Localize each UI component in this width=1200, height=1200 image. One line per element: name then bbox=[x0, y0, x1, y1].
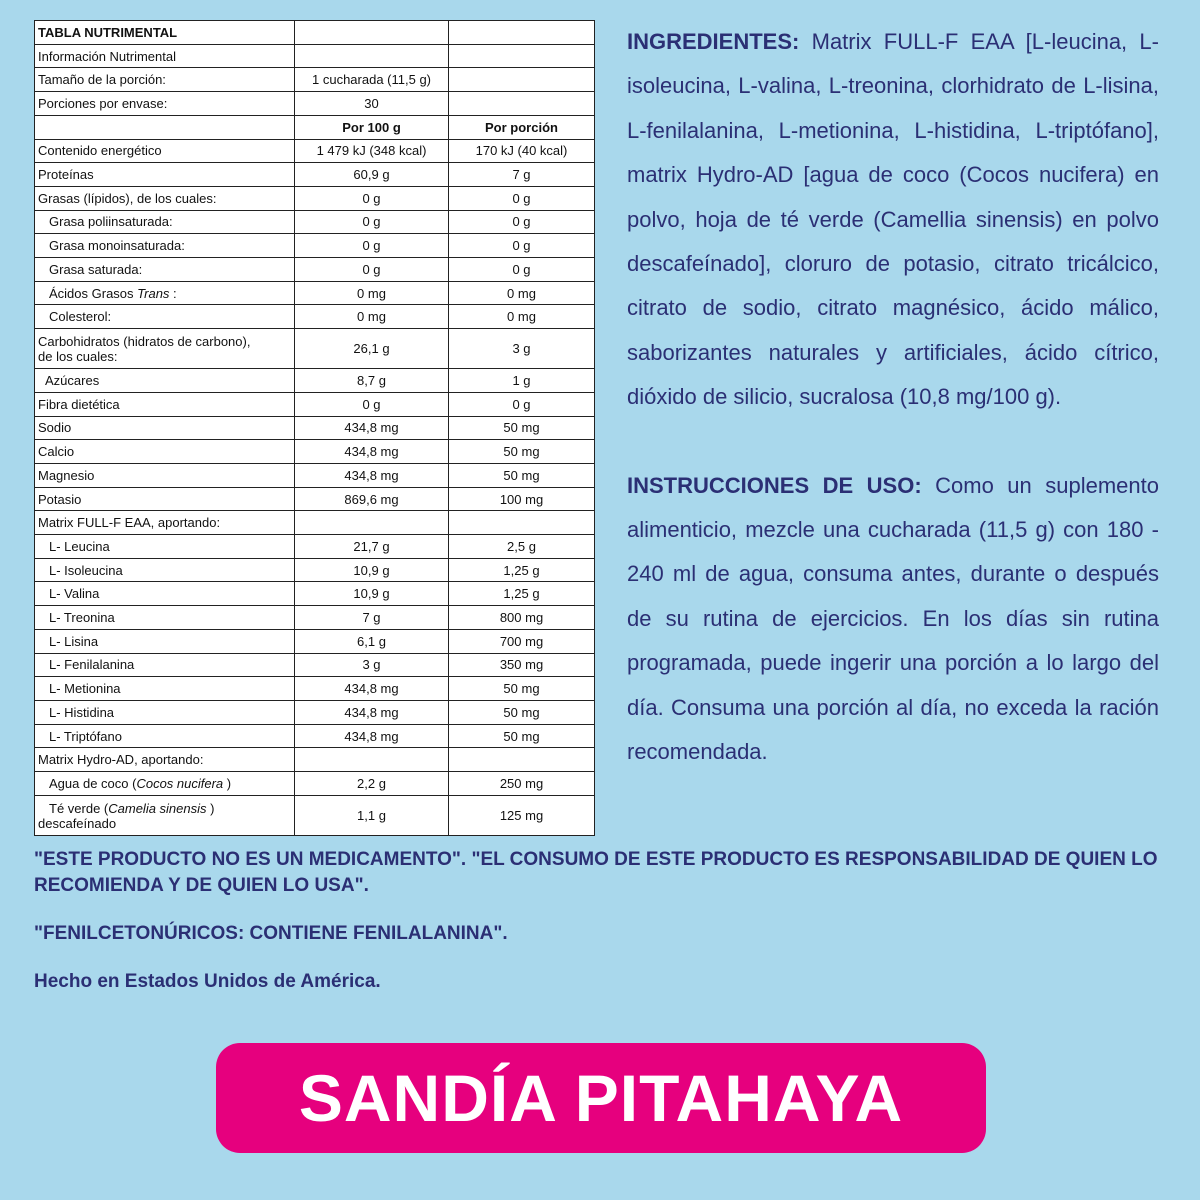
per100-value: 6,1 g bbox=[295, 629, 449, 653]
label-text: ) bbox=[223, 776, 232, 792]
per100-value: 434,8 mg bbox=[295, 700, 449, 724]
table-row bbox=[35, 329, 595, 369]
info-column bbox=[627, 20, 1159, 775]
table-row bbox=[35, 416, 595, 440]
per100-value: 0 mg bbox=[295, 305, 449, 329]
table-row bbox=[35, 369, 595, 393]
label-text: Té verde ( bbox=[49, 800, 109, 816]
instructions-text: Como un suplemento alimenticio, mezcle una cucharada (11,5 g) con 180 - 240 ml de agua, consuma antes, durante o después de su rutina de ejercicios. En los días sin rutina programada, puede ingerir una porción a lo largo del día. Consuma una porción al día, no exceda la ración recomendada. bbox=[627, 472, 1159, 765]
nutrient-label: L- Triptófano bbox=[35, 724, 295, 748]
nutrient-label bbox=[35, 796, 295, 836]
ingredients-paragraph bbox=[627, 20, 1159, 420]
nutrient-label: Calcio bbox=[35, 440, 295, 464]
table-subtitle: Información Nutrimental bbox=[35, 44, 295, 68]
phenylketonuric-warning: "FENILCETONÚRICOS: CONTIENE FENILALANINA". bbox=[34, 923, 508, 944]
col-header-per100: Por 100 g bbox=[295, 115, 449, 139]
nutrient-label: Grasas (lípidos), de los cuales: bbox=[35, 186, 295, 210]
per100-value: 0 g bbox=[295, 392, 449, 416]
table-row bbox=[35, 463, 595, 487]
serving-value: 2,5 g bbox=[449, 535, 595, 559]
serving-value: 0 g bbox=[449, 210, 595, 234]
table-row bbox=[35, 440, 595, 464]
table-row bbox=[35, 234, 595, 258]
per100-value: 60,9 g bbox=[295, 163, 449, 187]
per100-value: 26,1 g bbox=[295, 329, 449, 369]
label-line2: descafeínado bbox=[38, 815, 117, 831]
nutrient-label: Magnesio bbox=[35, 463, 295, 487]
table-row bbox=[35, 258, 595, 282]
servings-label: Porciones por envase: bbox=[35, 92, 295, 116]
per100-value: 434,8 mg bbox=[295, 677, 449, 701]
nutrient-label: L- Fenilalanina bbox=[35, 653, 295, 677]
label-italic: Cocos nucifera bbox=[136, 776, 224, 792]
serving-value: 50 mg bbox=[449, 463, 595, 487]
serving-value: 50 mg bbox=[449, 677, 595, 701]
serving-value: 1 g bbox=[449, 369, 595, 393]
nutrient-label: L- Valina bbox=[35, 582, 295, 606]
serving-value: 800 mg bbox=[449, 606, 595, 630]
origin-statement: Hecho en Estados Unidos de América. bbox=[34, 971, 381, 992]
ingredients-text: Matrix FULL-F EAA [L-leucina, L-isoleucina, L-valina, L-treonina, clorhidrato de L-lisina, L-fenilalanina, L-metionina, L-histidina, L-triptófano], matrix Hydro-AD [agua de coco (Cocos nucifera) en polvo, hoja de té verde (Camellia sinensis) en polvo descafeínado], cloruro de potasio, citrato tricálcico, citrato de sodio, citrato magnésico, ácido málico, saborizantes naturales y artificiales, ácido cítrico, dióxido de silicio, sucralosa (10,8 mg/100 g). bbox=[627, 29, 1159, 410]
serving-value: 1,25 g bbox=[449, 582, 595, 606]
table-row bbox=[35, 163, 595, 187]
serving-value: 7 g bbox=[449, 163, 595, 187]
nutrient-label bbox=[35, 281, 295, 305]
label-italic: Trans bbox=[137, 285, 170, 301]
table-row bbox=[35, 724, 595, 748]
per100-value: 2,2 g bbox=[295, 772, 449, 796]
table-row bbox=[35, 653, 595, 677]
table-row bbox=[35, 487, 595, 511]
nutrient-label: Fibra dietética bbox=[35, 392, 295, 416]
table-row bbox=[35, 606, 595, 630]
serving-value: 0 g bbox=[449, 186, 595, 210]
nutrient-label bbox=[35, 329, 295, 369]
label-text: Agua de coco ( bbox=[49, 776, 137, 792]
nutrient-label: Azúcares bbox=[35, 369, 295, 393]
nutrient-label bbox=[35, 772, 295, 796]
table-row bbox=[35, 210, 595, 234]
serving-size-label: Tamaño de la porción: bbox=[35, 68, 295, 92]
table-row bbox=[35, 700, 595, 724]
table-row bbox=[35, 677, 595, 701]
serving-value: 3 g bbox=[449, 329, 595, 369]
table-row bbox=[35, 392, 595, 416]
per100-value: 7 g bbox=[295, 606, 449, 630]
nutrient-label: L- Histidina bbox=[35, 700, 295, 724]
table-row bbox=[35, 511, 595, 535]
ingredients-heading: INGREDIENTES: bbox=[627, 29, 800, 54]
nutrient-label: Matrix Hydro-AD, aportando: bbox=[35, 748, 295, 772]
table-row bbox=[35, 139, 595, 163]
per100-value: 21,7 g bbox=[295, 535, 449, 559]
label-text: ) bbox=[206, 800, 215, 816]
per100-value: 869,6 mg bbox=[295, 487, 449, 511]
serving-value: 50 mg bbox=[449, 724, 595, 748]
per100-value: 434,8 mg bbox=[295, 440, 449, 464]
per100-value: 0 mg bbox=[295, 281, 449, 305]
per100-value: 10,9 g bbox=[295, 558, 449, 582]
serving-value: 250 mg bbox=[449, 772, 595, 796]
serving-value: 125 mg bbox=[449, 796, 595, 836]
label-text: Ácidos Grasos bbox=[49, 285, 138, 301]
per100-value: 0 g bbox=[295, 234, 449, 258]
serving-value: 0 g bbox=[449, 392, 595, 416]
nutrient-label: L- Treonina bbox=[35, 606, 295, 630]
per100-value: 0 g bbox=[295, 186, 449, 210]
per100-value: 434,8 mg bbox=[295, 724, 449, 748]
per100-value: 1,1 g bbox=[295, 796, 449, 836]
col-header-perserving: Por porción bbox=[449, 115, 595, 139]
serving-size-value: 1 cucharada (11,5 g) bbox=[295, 68, 449, 92]
nutrient-label: Matrix FULL-F EAA, aportando: bbox=[35, 511, 295, 535]
legal-notices bbox=[34, 847, 1184, 1017]
nutrient-label: Contenido energético bbox=[35, 139, 295, 163]
nutrient-label: L- Metionina bbox=[35, 677, 295, 701]
flavor-banner bbox=[216, 1043, 986, 1153]
per100-value: 8,7 g bbox=[295, 369, 449, 393]
per100-value: 10,9 g bbox=[295, 582, 449, 606]
medication-warning: "ESTE PRODUCTO NO ES UN MEDICAMENTO". "EL CONSUMO DE ESTE PRODUCTO ES RESPONSABILIDAD DE QUIEN LO RECOMIENDA Y DE QUIEN LO USA". bbox=[34, 849, 1158, 896]
per100-value: 0 g bbox=[295, 210, 449, 234]
table-row bbox=[35, 305, 595, 329]
table-row bbox=[35, 772, 595, 796]
column-header-row bbox=[35, 115, 595, 139]
nutrient-label: Grasa saturada: bbox=[35, 258, 295, 282]
label-line2: de los cuales: bbox=[38, 348, 118, 364]
table-title: TABLA NUTRIMENTAL bbox=[35, 21, 295, 45]
table-row bbox=[35, 186, 595, 210]
serving-value: 0 g bbox=[449, 234, 595, 258]
table-row bbox=[35, 796, 595, 836]
serving-value: 350 mg bbox=[449, 653, 595, 677]
per100-value: 1 479 kJ (348 kcal) bbox=[295, 139, 449, 163]
serving-value: 50 mg bbox=[449, 700, 595, 724]
per100-value: 434,8 mg bbox=[295, 416, 449, 440]
serving-value: 0 g bbox=[449, 258, 595, 282]
serving-size-row bbox=[35, 68, 595, 92]
servings-per-container-row bbox=[35, 92, 595, 116]
label-text: : bbox=[169, 285, 177, 301]
serving-value: 100 mg bbox=[449, 487, 595, 511]
table-row bbox=[35, 281, 595, 305]
nutrient-label: Grasa monoinsaturada: bbox=[35, 234, 295, 258]
servings-value: 30 bbox=[295, 92, 449, 116]
nutrient-label: L- Lisina bbox=[35, 629, 295, 653]
nutrient-label: L- Leucina bbox=[35, 535, 295, 559]
serving-value: 1,25 g bbox=[449, 558, 595, 582]
table-row bbox=[35, 535, 595, 559]
serving-value: 50 mg bbox=[449, 416, 595, 440]
serving-value: 50 mg bbox=[449, 440, 595, 464]
label-line1: Carbohidratos (hidratos de carbono), bbox=[38, 333, 251, 349]
per100-value: 3 g bbox=[295, 653, 449, 677]
table-row bbox=[35, 582, 595, 606]
flavor-name: SANDÍA PITAHAYA bbox=[298, 1061, 904, 1135]
serving-value: 170 kJ (40 kcal) bbox=[449, 139, 595, 163]
nutrition-table bbox=[34, 20, 594, 836]
nutrient-label: Sodio bbox=[35, 416, 295, 440]
table-row bbox=[35, 748, 595, 772]
nutrient-label: Potasio bbox=[35, 487, 295, 511]
serving-value: 0 mg bbox=[449, 281, 595, 305]
nutrient-label: Proteínas bbox=[35, 163, 295, 187]
per100-value: 0 g bbox=[295, 258, 449, 282]
nutrient-label: L- Isoleucina bbox=[35, 558, 295, 582]
serving-value: 0 mg bbox=[449, 305, 595, 329]
instructions-heading: INSTRUCCIONES DE USO: bbox=[627, 472, 922, 498]
instructions-paragraph bbox=[627, 464, 1159, 775]
table-subtitle-row bbox=[35, 44, 595, 68]
per100-value: 434,8 mg bbox=[295, 463, 449, 487]
table-row bbox=[35, 629, 595, 653]
label-italic: Camelia sinensis bbox=[108, 800, 207, 816]
nutrient-label: Colesterol: bbox=[35, 305, 295, 329]
serving-value: 700 mg bbox=[449, 629, 595, 653]
table-title-row bbox=[35, 21, 595, 45]
nutrient-label: Grasa poliinsaturada: bbox=[35, 210, 295, 234]
table-row bbox=[35, 558, 595, 582]
